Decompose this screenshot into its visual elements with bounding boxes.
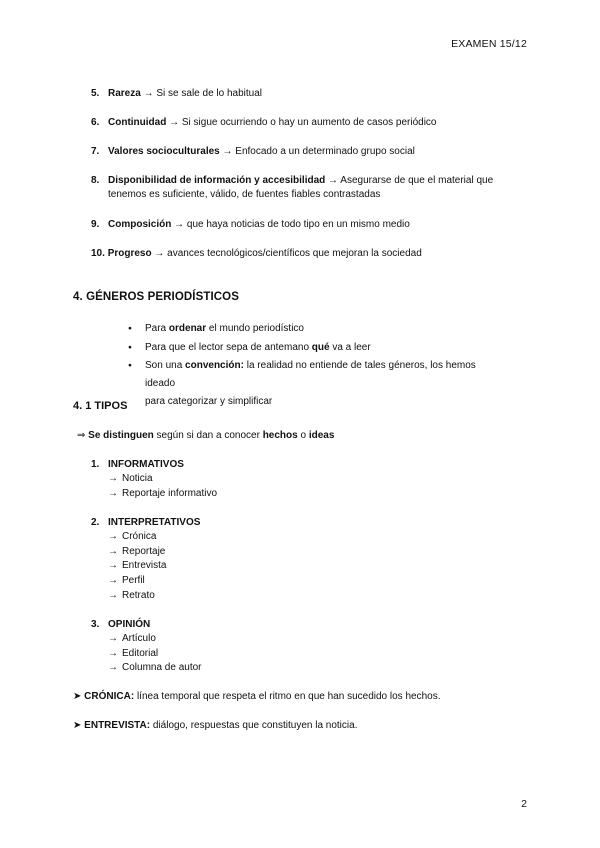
definition-cronica: ➤ CRÓNICA: línea temporal que respeta el ritmo en que han sucedido los hechos. [73, 691, 441, 702]
list-item: → Reportaje [108, 545, 391, 560]
list-item: → Columna de autor [108, 661, 391, 676]
criterion-text: Asegurarse de que el material que [340, 175, 494, 186]
type-items [91, 632, 391, 676]
criterion-text-continued: tenemos es suficiente, válido, de fuentes fiables contrastadas [108, 189, 381, 200]
arrow-icon: → [174, 219, 185, 230]
type-interpretativos [91, 516, 391, 604]
section-heading-tipos: 4. 1 TIPOS [73, 400, 128, 412]
criterion-number: 9. [91, 219, 100, 230]
criterion-8 [91, 174, 501, 202]
list-item: → Reportaje informativo [108, 487, 391, 502]
list-item: → Noticia [108, 472, 391, 487]
list-item: → Perfil [108, 574, 391, 589]
criterion-number: 10. [91, 248, 105, 259]
page-number: 2 [521, 798, 527, 810]
arrow-icon: → [328, 175, 339, 186]
arrow-icon: → [108, 647, 118, 659]
arrow-icon: → [169, 117, 180, 128]
criterion-label: Continuidad [108, 117, 167, 128]
criterion-text: Enfocado a un determinado grupo social [235, 146, 415, 157]
implies-arrow-icon: ⇒ [77, 430, 86, 441]
type-items [91, 472, 391, 501]
section-heading-generos: 4. GÉNEROS PERIODÍSTICOS [73, 291, 239, 303]
criterion-label: Valores socioculturales [108, 146, 220, 157]
arrow-icon: → [108, 575, 118, 587]
list-item: → Entrevista [108, 559, 391, 574]
arrow-icon: → [108, 589, 118, 601]
criterion-9 [91, 218, 501, 232]
type-title: 1. INFORMATIVOS [91, 459, 184, 470]
criterion-5 [91, 87, 501, 101]
criterion-text: Si se sale de lo habitual [156, 88, 262, 99]
criterion-number: 8. [91, 175, 100, 186]
criterion-number: 6. [91, 117, 100, 128]
arrow-icon: → [108, 662, 118, 674]
criterion-10 [91, 247, 501, 261]
arrow-icon: → [108, 560, 118, 572]
arrow-icon: → [108, 487, 118, 499]
criterion-label: Composición [108, 219, 172, 230]
type-informativos [91, 458, 391, 501]
definition-entrevista: ➤ ENTREVISTA: diálogo, respuestas que constituyen la noticia. [73, 720, 358, 731]
list-item: → Editorial [108, 647, 391, 662]
criterion-text: avances tecnológicos/científicos que mejoran la sociedad [167, 248, 422, 259]
page-header: EXAMEN 15/12 [451, 38, 527, 50]
arrow-icon: → [108, 531, 118, 542]
bullet-item: ● Para que el lector sepa de antemano qué va a leer [128, 338, 508, 357]
bullet-item: ● Para ordenar el mundo periodístico [128, 319, 508, 338]
list-item: → Crónica [108, 530, 391, 545]
criterion-number: 5. [91, 88, 100, 99]
arrow-icon: → [108, 545, 118, 557]
criterion-number: 7. [91, 146, 100, 157]
criterion-text: Si sigue ocurriendo o hay un aumento de casos periódico [181, 117, 437, 128]
list-item: → Artículo [108, 632, 391, 647]
type-title: 2. INTERPRETATIVOS [91, 517, 201, 528]
type-opinion [91, 618, 391, 676]
type-items [91, 530, 391, 604]
arrow-icon: → [154, 248, 165, 259]
criterion-label: Rareza [108, 88, 141, 99]
arrow-icon: → [108, 473, 118, 484]
tipos-intro: ⇒ Se distinguen según si dan a conocer hechos o ideas [77, 430, 335, 441]
arrowhead-icon: ➤ [73, 691, 82, 702]
criterion-label: Disponibilidad de información y accesibilidad [108, 175, 326, 186]
generos-bullet-list [128, 319, 508, 411]
criterion-text: que haya noticias de todo tipo en un mismo medio [186, 219, 410, 230]
list-item: → Retrato [108, 589, 391, 604]
type-title: 3. OPINIÓN [91, 619, 151, 630]
arrow-icon: → [143, 88, 154, 99]
arrow-icon: → [222, 146, 233, 157]
criterion-6 [91, 116, 501, 130]
criterion-label: Progreso [107, 248, 152, 259]
arrowhead-icon: ➤ [73, 720, 82, 731]
bullet-item: ● Son una convención: la realidad no entiende de tales géneros, los hemos ideado para categorizar y simplificar [128, 357, 508, 411]
criterion-7 [91, 145, 501, 159]
arrow-icon: → [108, 633, 118, 644]
